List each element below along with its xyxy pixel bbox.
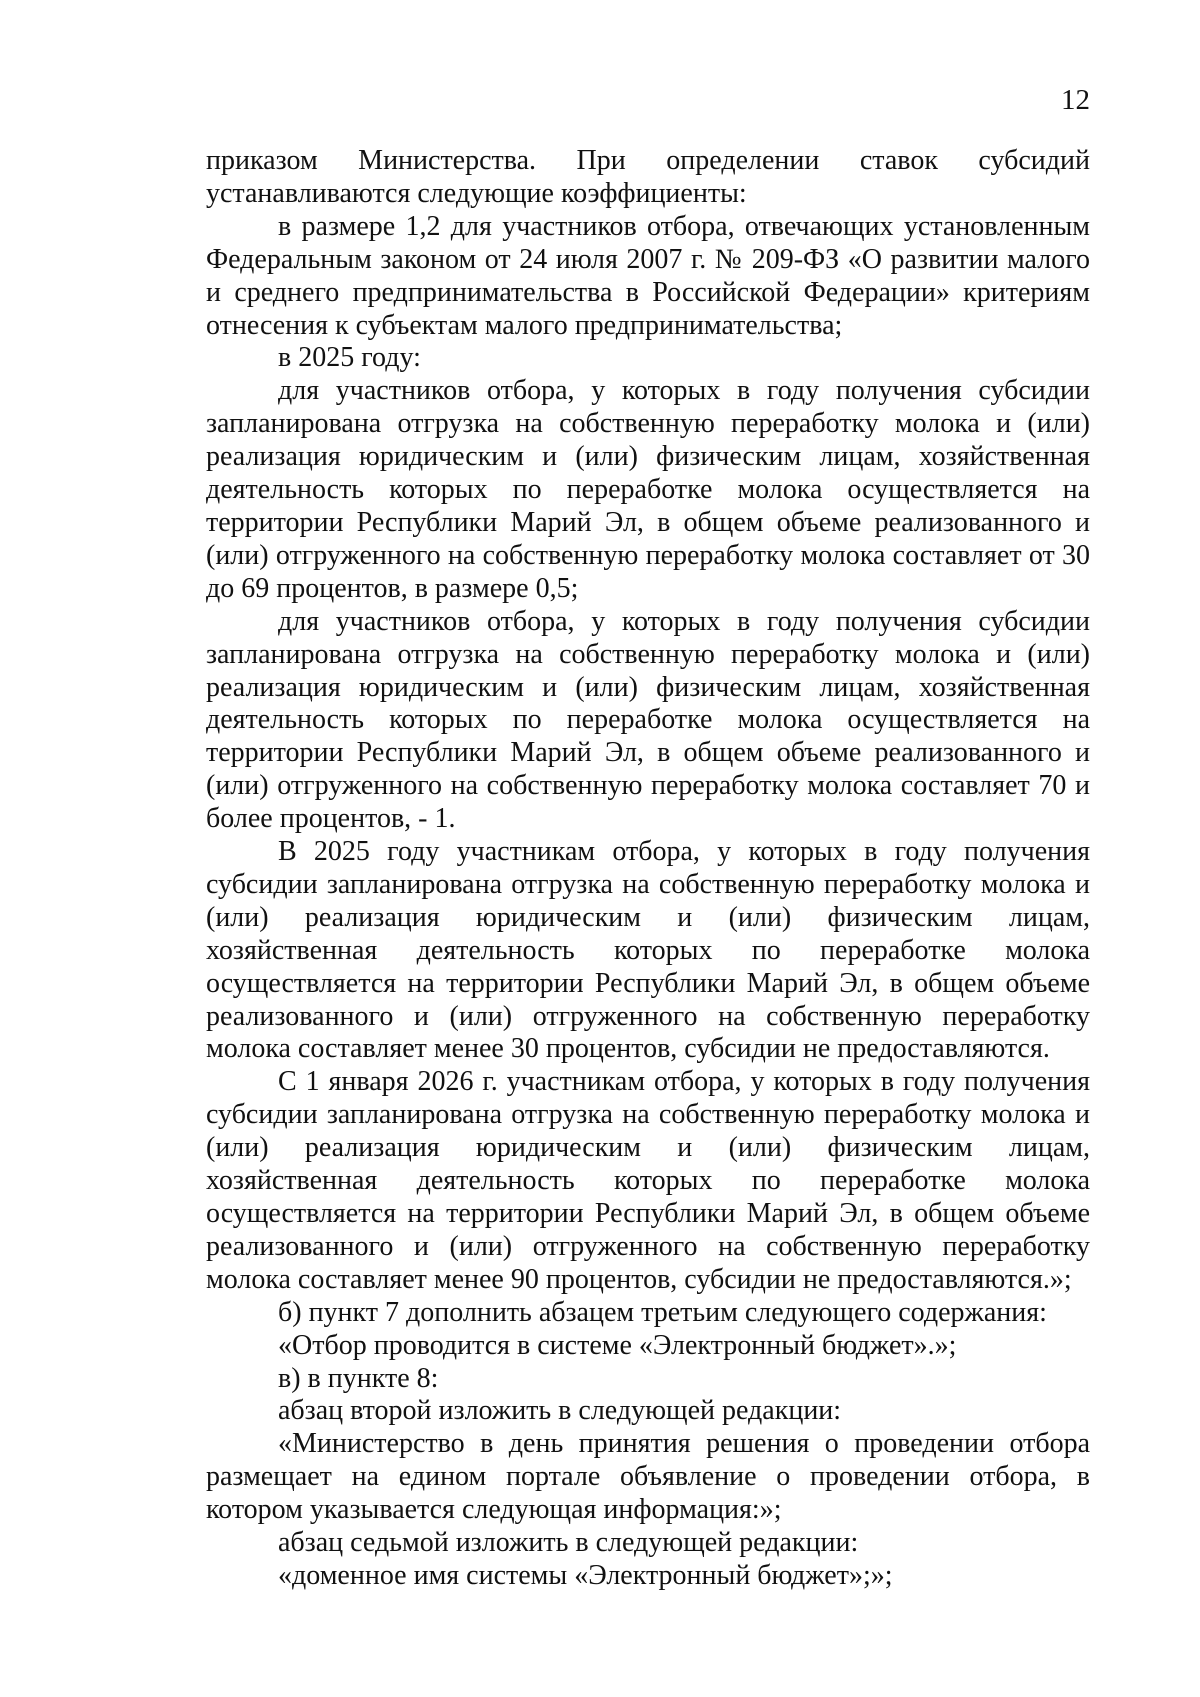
paragraph-domain-name: «доменное имя системы «Электронный бюджет»;»; bbox=[278, 1559, 893, 1591]
paragraph-seventh-abzac: абзац седьмой изложить в следующей редакции: bbox=[278, 1527, 859, 1559]
paragraph-2025-no-subsidy: В 2025 году участникам отбора, у которых в году получения субсидии запланирована отгрузка на собственную переработку молока и (или) реализация юридическим и (или) физическим лицам, хозяйственная деятельность которых по переработке молока осуществляется на территории Республики Марий Эл, в общем объеме реализованного и (или) отгруженного на собственную переработку молока составляет менее 30 процентов, субсидии не предоставляются. bbox=[206, 836, 1090, 1065]
paragraph-2026-no-subsidy: С 1 января 2026 г. участникам отбора, у которых в году получения субсидии запланирована отгрузка на собственную переработку молока и (или) реализация юридическим и (или) физическим лицам, хозяйственная деятельность которых по переработке молока осуществляется на территории Республики Марий Эл, в общем объеме реализованного и (или) отгруженного на собственную переработку молока составляет менее 90 процентов, субсидии не предоставляются.»; bbox=[206, 1066, 1090, 1295]
page-number: 12 bbox=[1061, 84, 1090, 116]
paragraph-item-v: в) в пункте 8: bbox=[278, 1362, 439, 1394]
paragraph-coefficients-intro: приказом Министерства. При определении ставок субсидий устанавливаются следующие коэффициенты: bbox=[206, 145, 1090, 209]
paragraph-item-b: б) пункт 7 дополнить абзацем третьим следующего содержания: bbox=[278, 1296, 1047, 1328]
paragraph-year-2025: в 2025 году: bbox=[278, 342, 421, 374]
paragraph-ministry-announcement: «Министерство в день принятия решения о проведении отбора размещает на едином портале объявление о проведении отбора, в котором указывается следующая информация:»; bbox=[206, 1428, 1090, 1526]
paragraph-coefficient-70-plus: для участников отбора, у которых в году получения субсидии запланирована отгрузка на собственную переработку молока и (или) реализация юридическим и (или) физическим лицам, хозяйственная деятельность которых по переработке молока осуществляется на территории Республики Марий Эл, в общем объеме реализованного и (или) отгруженного на собственную переработку молока составляет 70 и более процентов, - 1. bbox=[206, 605, 1090, 835]
paragraph-electronic-budget: «Отбор проводится в системе «Электронный бюджет».»; bbox=[278, 1329, 957, 1361]
paragraph-coefficient-30-69: для участников отбора, у которых в году получения субсидии запланирована отгрузка на собственную переработку молока и (или) реализация юридическим и (или) физическим лицам, хозяйственная деятельность которых по переработке молока осуществляется на территории Республики Марий Эл, в общем объеме реализованного и (или) отгруженного на собственную переработку молока составляет от 30 до 69 процентов, в размере 0,5; bbox=[206, 375, 1090, 604]
document-body bbox=[206, 145, 1090, 1593]
paragraph-second-abzac: абзац второй изложить в следующей редакции: bbox=[278, 1395, 842, 1427]
paragraph-coefficient-small-business: в размере 1,2 для участников отбора, отвечающих установленным Федеральным законом от 24 июля 2007 г. № 209-ФЗ «О развитии малого и среднего предпринимательства в Российской Федерации» критериям отнесения к субъектам малого предпринимательства; bbox=[206, 210, 1090, 341]
